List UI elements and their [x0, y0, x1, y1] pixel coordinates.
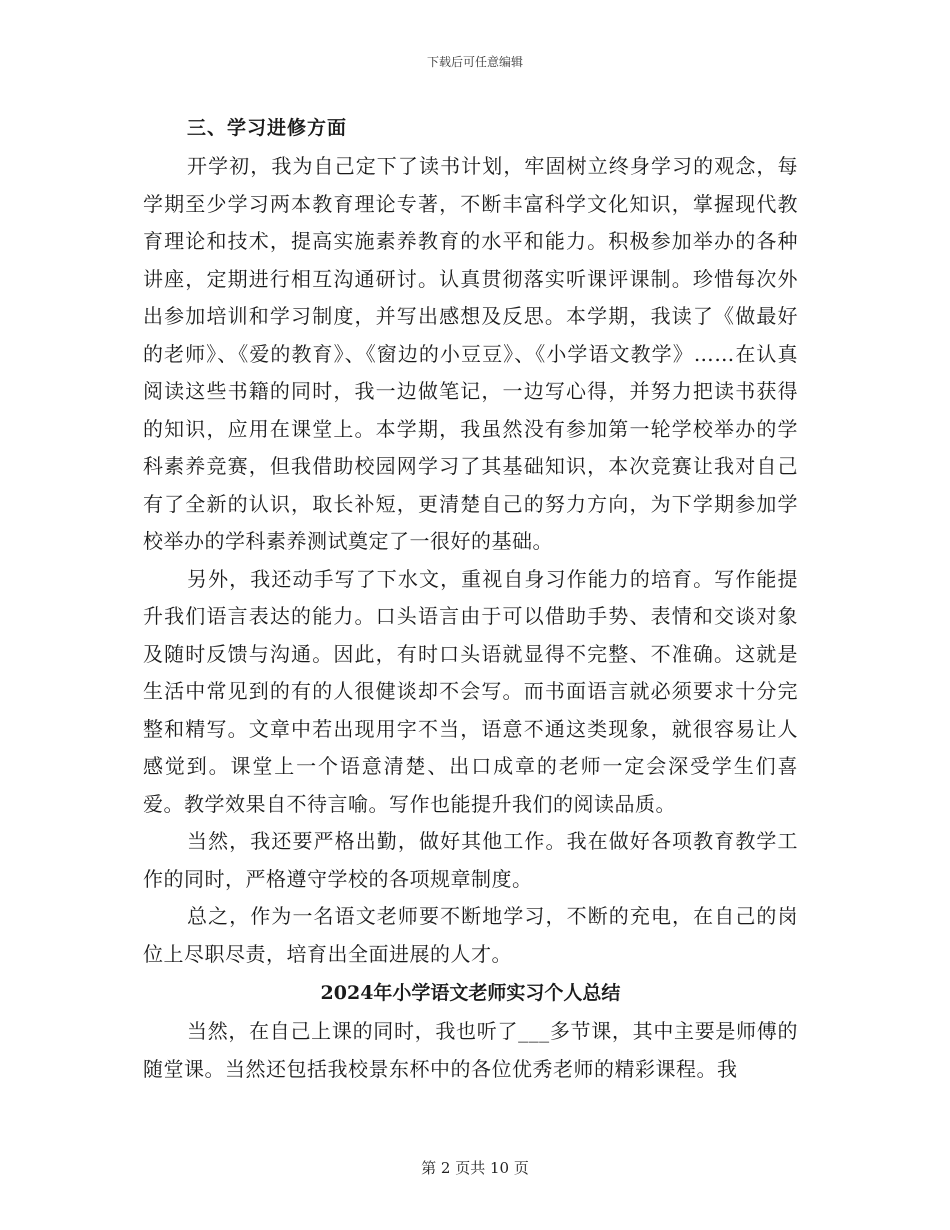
article-title: 2024年小学语文老师实习个人总结 [320, 982, 621, 1004]
paragraph-conclusion: 总之，作为一名语文老师要不断地学习，不断的充电，在自己的岗位上尽职尽责，培育出全面进展的人才。 [143, 904, 798, 966]
page-number: 第 2 页共 10 页 [421, 1159, 529, 1177]
paragraph-writing: 另外，我还动手写了下水文，重视自身习作能力的培育。写作能提升我们语言表达的能力。口头语言由于可以借助手势、表情和交谈对象及随时反馈与沟通。因此，有时口头语就显得不完整、不准确。这就是生活中常见到的有的人很健谈却不会写。而书面语言就必须要求十分完整和精写。文章中若出现用字不当，语意不通这类现象，就很容易让人感觉到。课堂上一个语意清楚、出口成章的老师一定会深受学生们喜爱。教学效果自不待言喻。写作也能提升我们的阅读品质。 [143, 566, 798, 816]
document-body [143, 108, 798, 1088]
page-header: 下载后可任意编辑 [426, 55, 523, 69]
paragraph-attendance: 当然，我还要严格出勤，做好其他工作。我在做好各项教育教学工作的同时，严格遵守学校的各项规章制度。 [143, 829, 798, 891]
paragraph-lessons: 当然，在自己上课的同时，我也听了___多节课，其中主要是师傅的随堂课。当然还包括我校景东杯中的各位优秀老师的精彩课程。我 [143, 1019, 798, 1081]
section-heading: 三、学习进修方面 [187, 117, 348, 139]
paragraph-study-plan: 开学初，我为自己定下了读书计划，牢固树立终身学习的观念，每学期至少学习两本教育理论专著，不断丰富科学文化知识，掌握现代教育理论和技术，提高实施素养教育的水平和能力。积极参加举办的各种讲座，定期进行相互沟通研讨。认真贯彻落实听课评课制。珍惜每次外出参加培训和学习制度，并写出感想及反思。本学期，我读了《做最好的老师》、《爱的教育》、《窗边的小豆豆》、《小学语文教学》……在认真阅读这些书籍的同时，我一边做笔记，一边写心得，并努力把读书获得的知识，应用在课堂上。本学期，我虽然没有参加第一轮学校举办的学科素养竞赛，但我借助校园网学习了其基础知识，本次竞赛让我对自己有了全新的认识，取长补短，更清楚自己的努力方向，为下学期参加学校举办的学科素养测试奠定了一很好的基础。 [143, 154, 798, 553]
